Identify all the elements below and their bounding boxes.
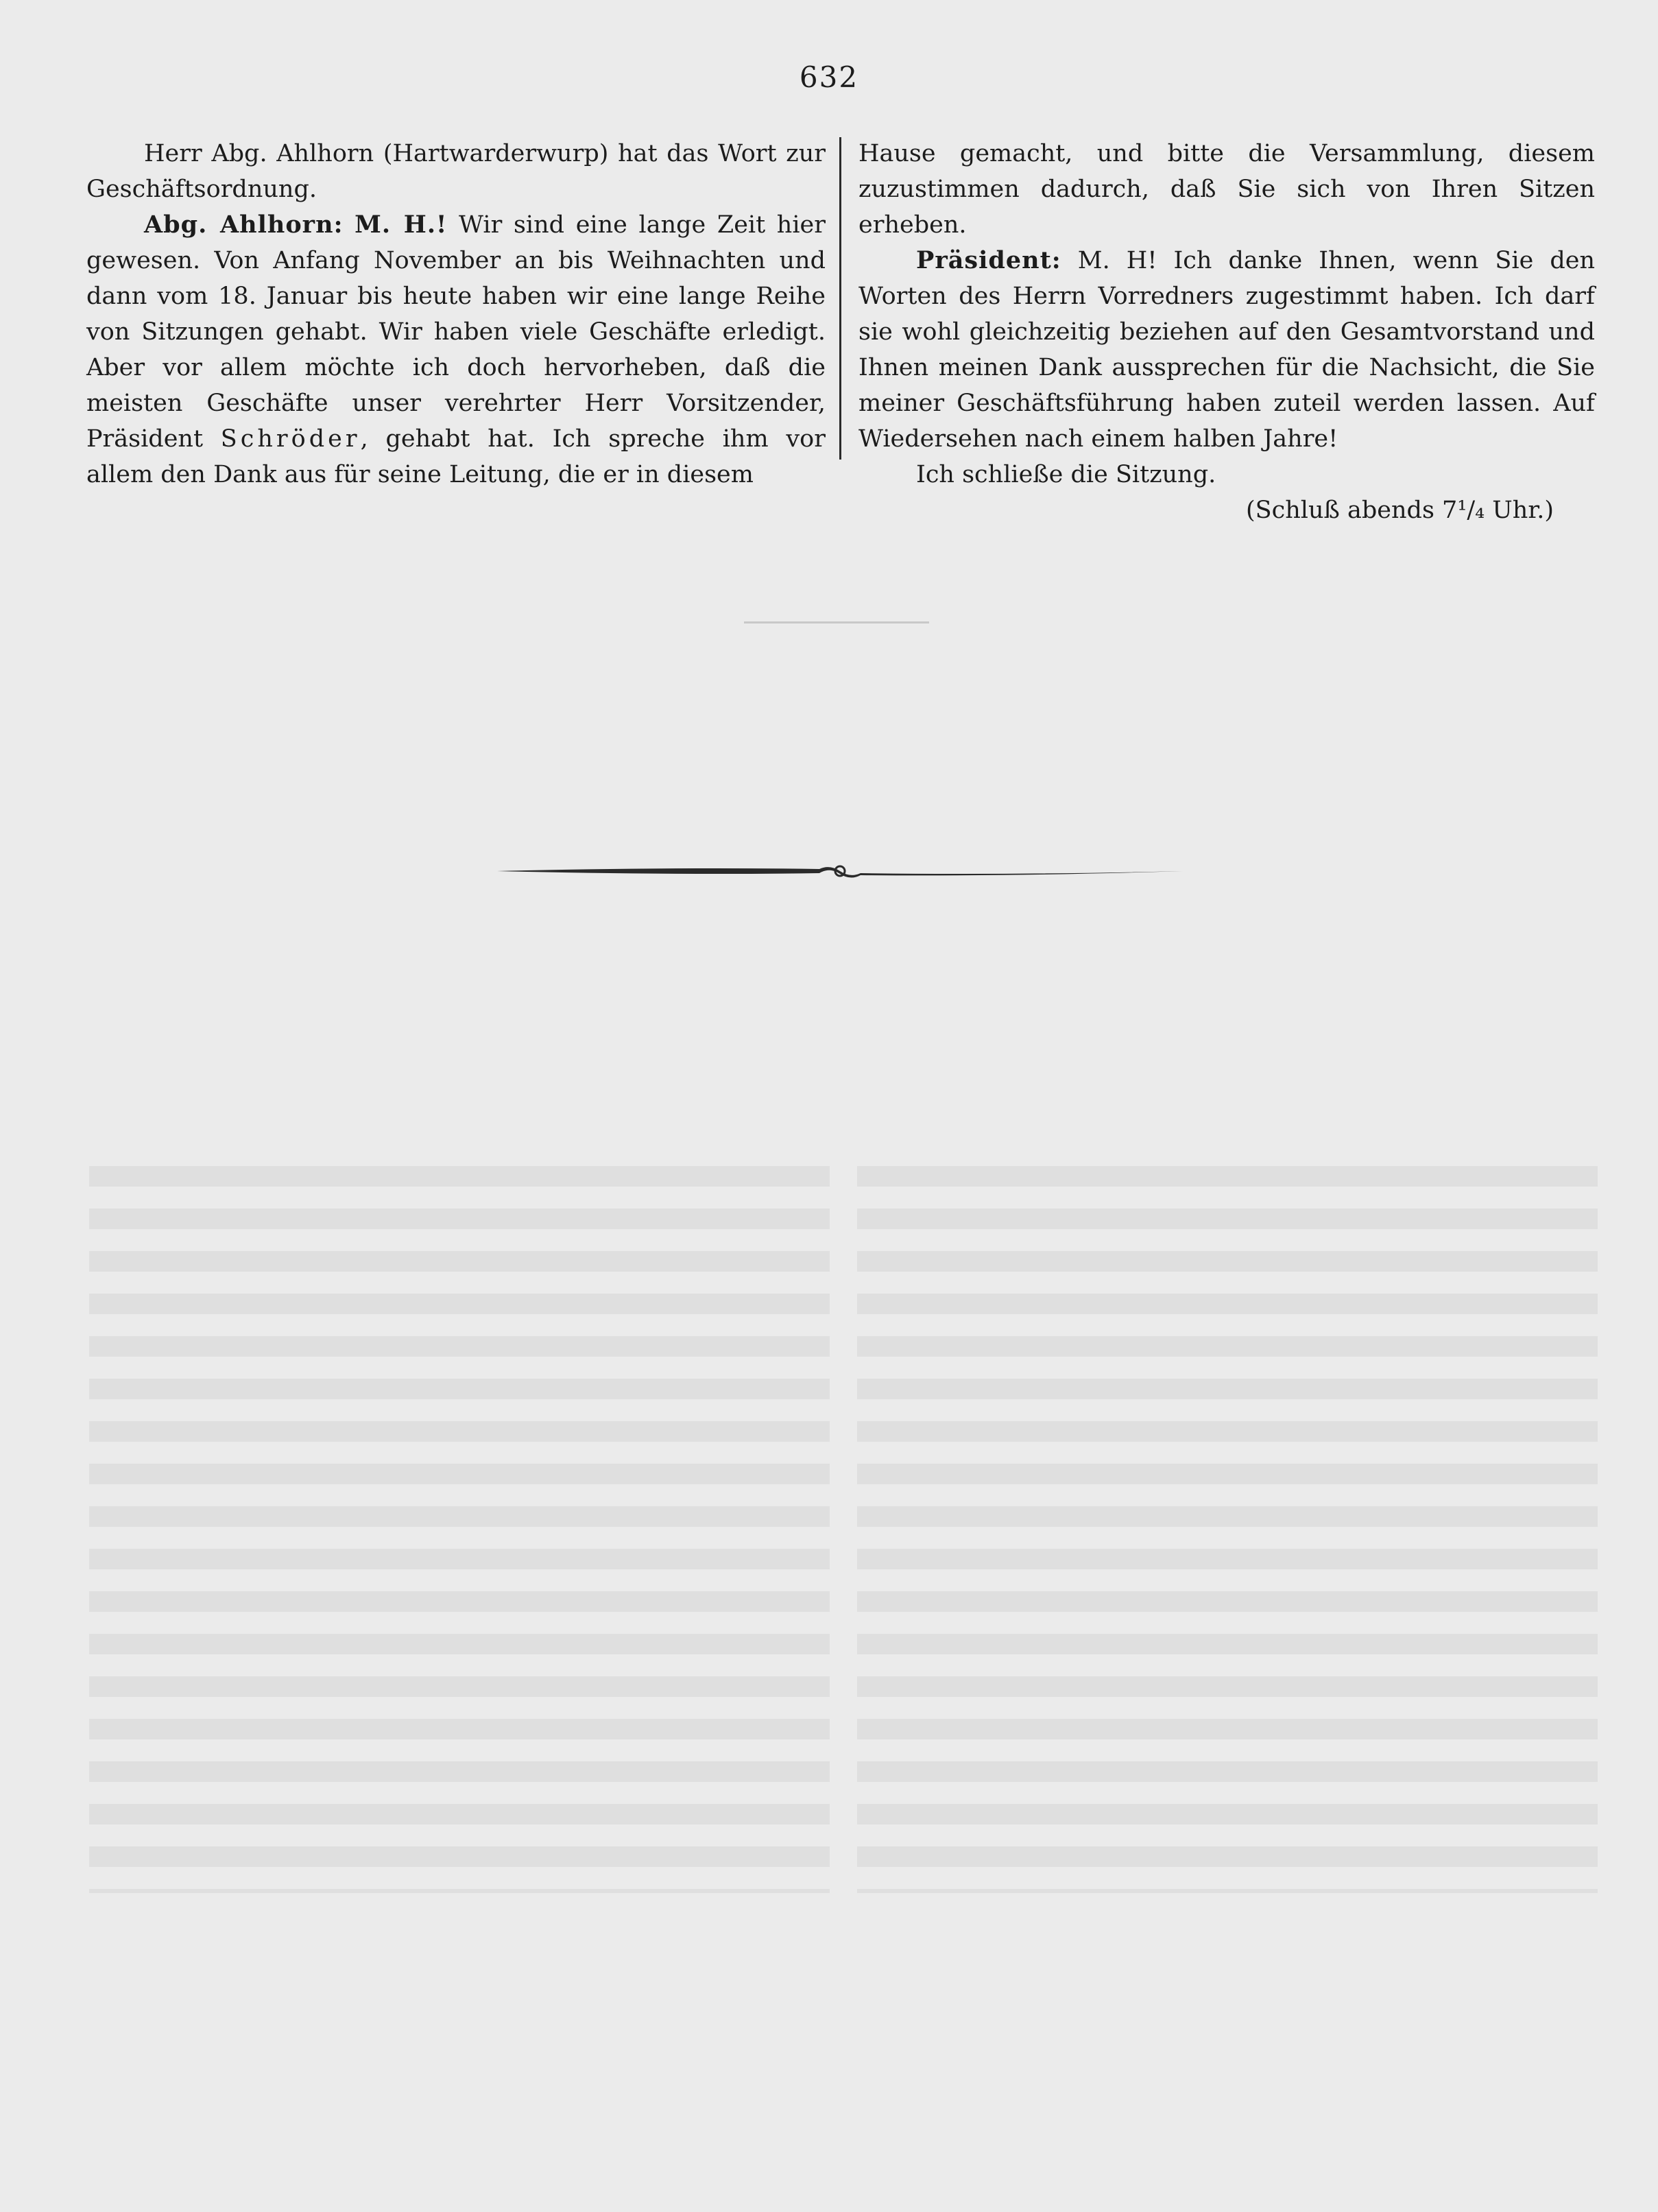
decorative-divider [497,851,1183,892]
paragraph: Ich schließe die Sitzung. [916,461,1216,488]
left-column [86,136,826,492]
speaker-label: Abg. Ahlhorn: [144,211,344,239]
speech-text: Wir sind eine lange Zeit hier gewesen. Von Anfang November an bis Weihnachten und dann vom 18. Januar bis heute haben wir eine lange Reihe von Sitzungen gehabt. Wir haben viele Geschäfte erledigt. Aber vor allem möchte ich doch hervorheben, daß die meisten Geschäfte unser verehrter Herr Vorsitzender, [86,211,826,417]
show-through-left [89,1166,830,1893]
speech-text: M. H! Ich danke Ihnen, wenn Sie den Worten des Herrn Vorredners zugestimmt haben. Ich darf sie wohl gleichzeitig beziehen auf den Gesamtvorstand und Ihnen meinen Dank aussprechen für die Nachsicht, die Sie meiner Geschäftsführung haben zuteil werden lassen. Auf Wiedersehen nach einem halben Jahre! [858,247,1595,453]
closing-note: (Schluß abends 7¹/₄ Uhr.) [1246,497,1554,524]
paragraph: Hause gemacht, und bitte die Versammlung, diesem zuzustimmen dadurch, daß Sie sich von Ihren Sitzen erheben. [858,140,1595,239]
speech-praesident [858,243,1595,457]
speech-text-suffix: , gehabt hat. Ich spreche ihm vor allem den Dank aus für seine Leitung, die er in diesem [86,425,826,488]
salutation: M. H.! [355,211,448,239]
speech-ahlhorn [86,207,826,492]
paragraph: Herr Abg. Ahlhorn (Hartwarderwurp) hat das Wort zur Geschäftsordnung. [86,140,826,203]
show-through-right [857,1166,1598,1893]
column-divider [839,137,841,460]
show-through-rule [744,621,929,623]
right-column [858,136,1595,528]
president-name: Schröder [220,425,361,453]
speech-text-prefix: Präsident [86,425,204,453]
page-number: 632 [799,60,859,94]
speaker-label: Präsident: [916,246,1061,274]
